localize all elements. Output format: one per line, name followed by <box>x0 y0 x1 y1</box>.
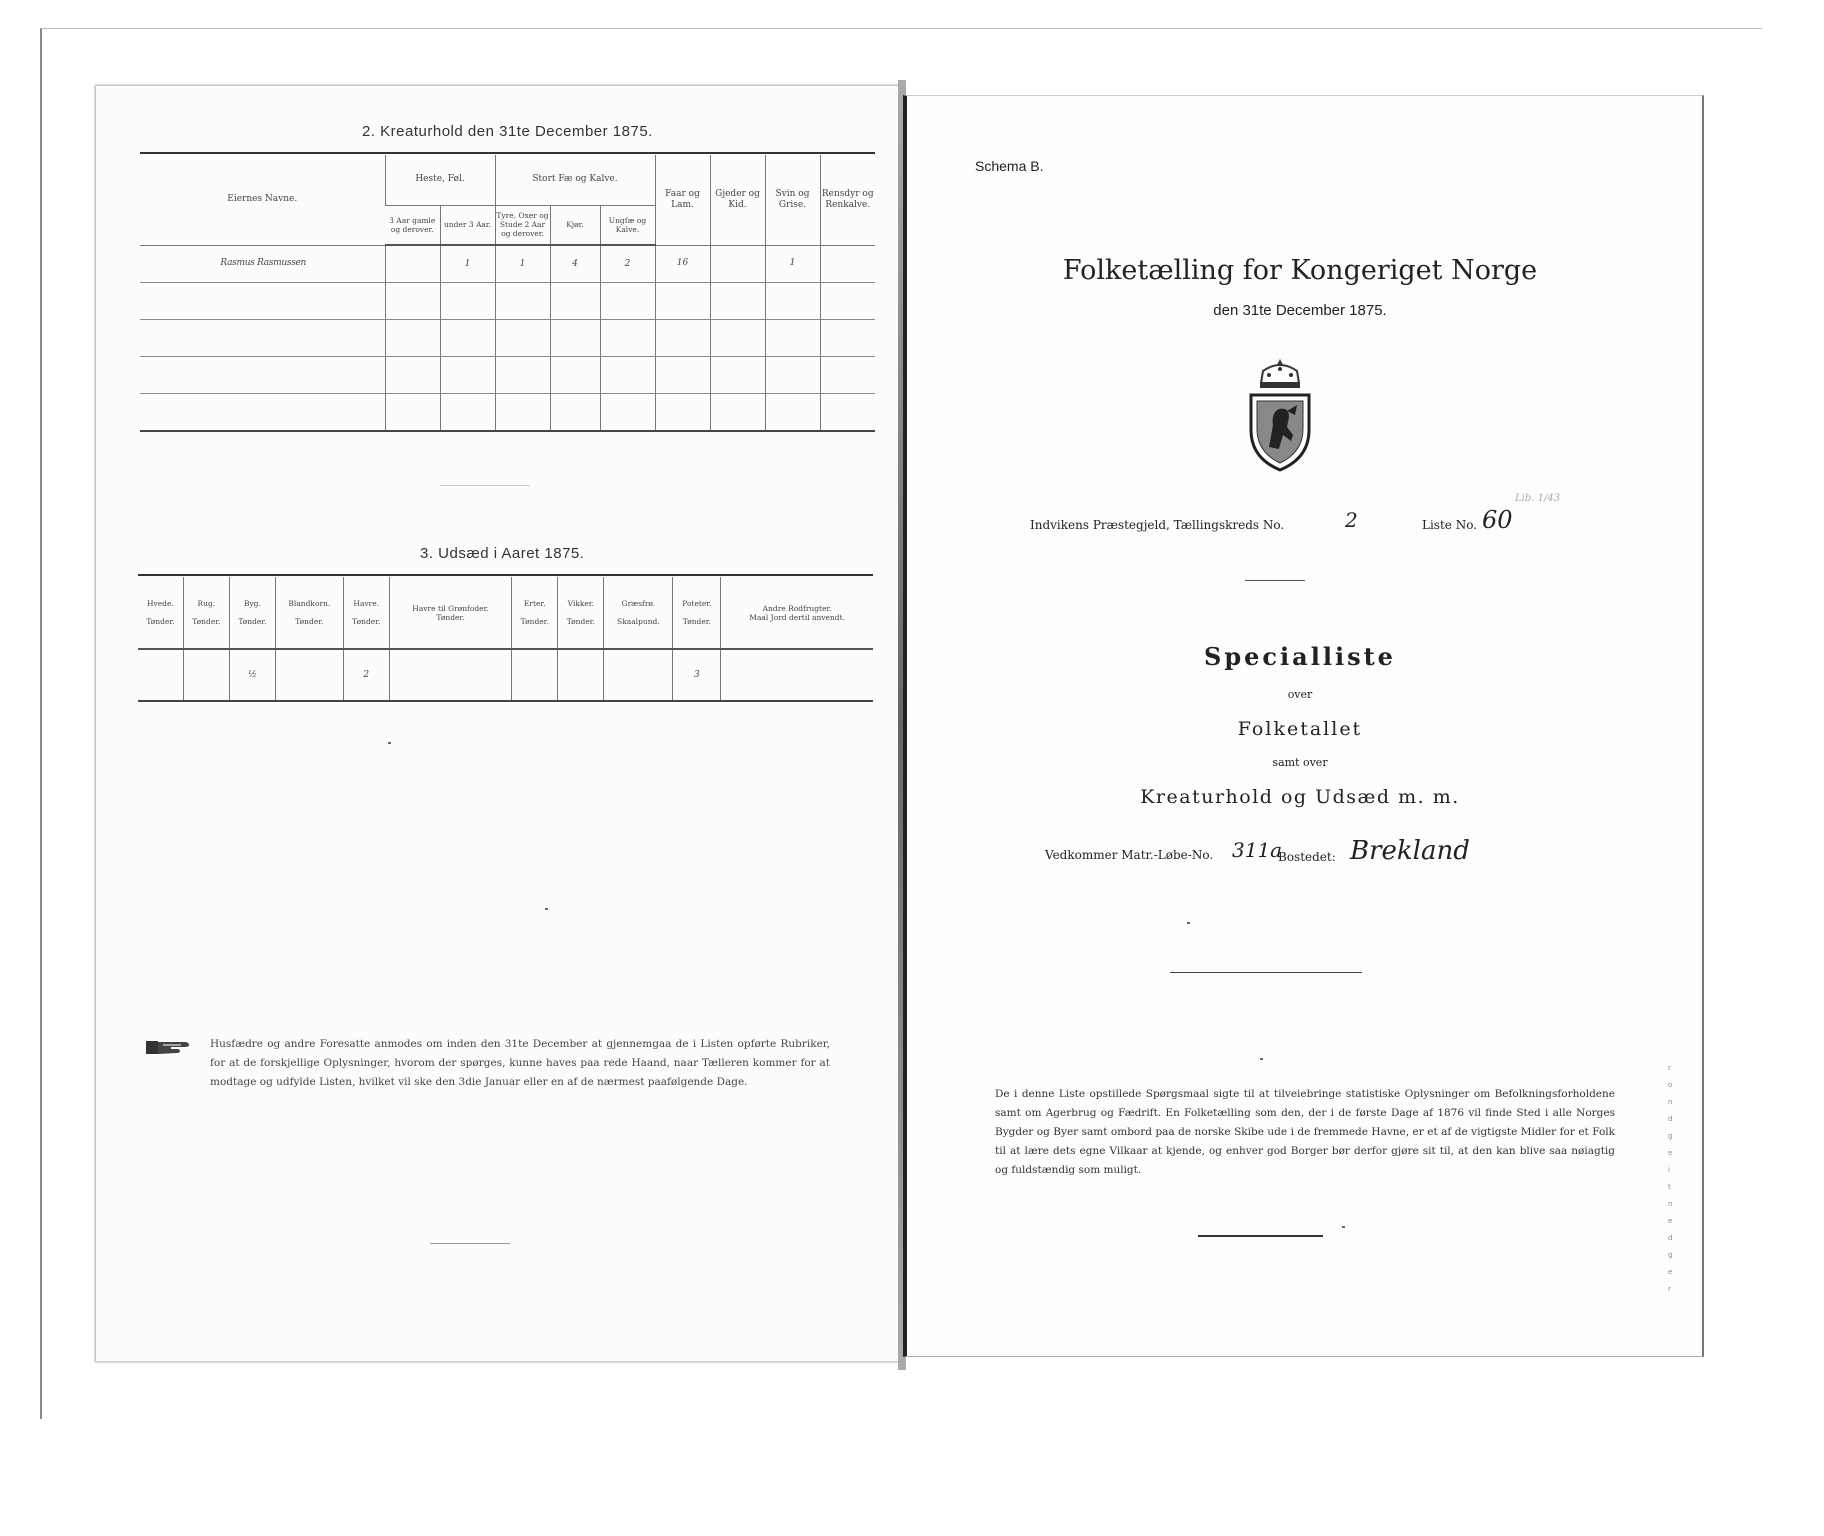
matr-number: 311a <box>1232 838 1283 862</box>
district-number: 2 <box>1345 508 1358 532</box>
margin-marks: r o n d g e i t n e d g e r <box>1668 1064 1673 1293</box>
crop-header: Byg. Tønder. <box>229 577 275 649</box>
speck <box>1187 922 1190 924</box>
cell <box>820 245 875 283</box>
cell: 1 <box>495 245 550 283</box>
table-top-rule <box>140 152 875 154</box>
owner-name <box>140 320 385 357</box>
pointing-hand-icon <box>145 1037 191 1057</box>
matr-label: Vedkommer Matr.-Løbe-No. <box>1045 848 1214 862</box>
pigs-header: Svin og Grise. <box>765 155 820 245</box>
over-label: over <box>1287 688 1313 701</box>
table-row <box>140 320 875 357</box>
livestock-table <box>140 155 875 432</box>
cell <box>183 649 229 701</box>
crop-header: Hvede. Tønder. <box>138 577 183 649</box>
cell: 2 <box>600 245 655 283</box>
speck <box>545 908 548 910</box>
section-3-title: 3. Udsæd i Aaret 1875. <box>420 545 585 562</box>
speck <box>1342 1226 1345 1228</box>
cell <box>138 649 183 701</box>
cell: 1 <box>765 245 820 283</box>
divider <box>430 1243 510 1244</box>
crop-header: Poteter. Tønder. <box>673 577 721 649</box>
divider <box>1198 1235 1323 1237</box>
cell <box>389 649 511 701</box>
cell <box>710 245 765 283</box>
divider <box>1245 580 1305 581</box>
cell <box>385 245 440 283</box>
cell <box>721 649 873 701</box>
cell <box>604 649 673 701</box>
census-title: Folketælling for Kongeriget Norge <box>1062 255 1538 286</box>
crop-header: Andre Rodfrugter. Maal Jord dertil anvendt. <box>721 577 873 649</box>
divider <box>1170 972 1362 973</box>
special-list-title: Specialliste <box>1204 642 1396 671</box>
crop-header: Havre. Tønder. <box>343 577 389 649</box>
list-number: 60 <box>1482 506 1513 534</box>
crop-header: Blandkorn. Tønder. <box>275 577 343 649</box>
horses-header: Heste, Føl. <box>385 155 495 205</box>
table-row <box>140 357 875 394</box>
cell: 4 <box>550 245 600 283</box>
census-date: den 31te December 1875. <box>1213 302 1387 319</box>
bosted-name: Brekland <box>1350 836 1470 866</box>
schema-label: Schema B. <box>975 158 1044 174</box>
speck <box>388 742 391 744</box>
speck <box>1260 1058 1263 1060</box>
parish-label: Indvikens Præstegjeld, Tællingskreds No. <box>1030 518 1285 532</box>
section-2-title: 2. Kreaturhold den 31te December 1875. <box>362 123 653 140</box>
reindeer-header: Rensdyr og Renkalve. <box>820 155 875 245</box>
owner-name: Rasmus Rasmussen <box>140 245 385 283</box>
cell <box>275 649 343 701</box>
bosted-label: Bostedet: <box>1278 850 1336 864</box>
samt-over-label: samt over <box>1272 756 1328 769</box>
cell <box>558 649 604 701</box>
coat-of-arms-icon <box>1243 355 1317 475</box>
owner-name <box>140 283 385 320</box>
sowing-table <box>138 577 873 702</box>
owner-name <box>140 394 385 432</box>
owner-header: Eiernes Navne. <box>140 155 385 245</box>
cell: 16 <box>655 245 710 283</box>
table-row <box>138 649 873 701</box>
instruction-note: Husfædre og andre Foresatte anmodes om inden den 31te December at gjennemgaa de i Listen opførte Rubriker, for at de forskjellige Oplysninger, hvorom der spørges, kunne haves paa rede Haand, naar Tælleren kommer for at modtage og udfylde Listen, hvilket vil ske den 3die Januar eller en af de nærmest paafølgende Dage. <box>210 1038 830 1088</box>
cell <box>512 649 558 701</box>
cell: ½ <box>229 649 275 701</box>
cell: 3 <box>673 649 721 701</box>
cattle-young-subheader: Ungfæ og Kalve. <box>600 205 655 245</box>
divider <box>440 485 530 486</box>
crop-header: Erter. Tønder. <box>512 577 558 649</box>
census-info-text: De i denne Liste opstillede Spørgsmaal sigte til at tilveiebringe statistiske Oplysninger om Befolkningsforholdene samt om Agerbrug og Fædrift. En Folketælling som den, der i de første Dage af 1876 vil finde Sted i alle Norges Bygder og Byer samt ombord paa de norske Skibe ude i de fremmede Havne, er et af de vigtigste Midler for et Folk til at lære dets egne Vilkaar at kjende, og enhver god Borger bør derfor gjøre sit til, at den kan blive saa nøiagtig og fuldstændig som muligt. <box>995 1088 1615 1176</box>
table-row <box>140 283 875 320</box>
list-label: Liste No. <box>1422 518 1478 532</box>
crop-header: Vikker. Tønder. <box>558 577 604 649</box>
faint-annotation: Lib. 1/43 <box>1515 493 1561 504</box>
cell: 2 <box>343 649 389 701</box>
cattle-bulls-subheader: Tyre, Oxer og Stude 2 Aar og derover. <box>495 205 550 245</box>
goats-header: Gjeder og Kid. <box>710 155 765 245</box>
horses-old-subheader: 3 Aar gamle og derover. <box>385 205 440 245</box>
table-row <box>140 245 875 283</box>
cattle-cows-subheader: Kjør. <box>550 205 600 245</box>
table-top-rule <box>138 574 873 576</box>
crop-header: Havre til Grønfoder. Tønder. <box>389 577 511 649</box>
table-row <box>140 394 875 432</box>
cattle-header: Stort Fæ og Kalve. <box>495 155 655 205</box>
owner-name <box>140 357 385 394</box>
livestock-sowing-label: Kreaturhold og Udsæd m. m. <box>1140 786 1460 808</box>
crop-header: Græsfrø. Skaalpund. <box>604 577 673 649</box>
cell: 1 <box>440 245 495 283</box>
sheep-header: Faar og Lam. <box>655 155 710 245</box>
folketallet-label: Folketallet <box>1237 718 1363 740</box>
horses-young-subheader: under 3 Aar. <box>440 205 495 245</box>
crop-header: Rug. Tønder. <box>183 577 229 649</box>
